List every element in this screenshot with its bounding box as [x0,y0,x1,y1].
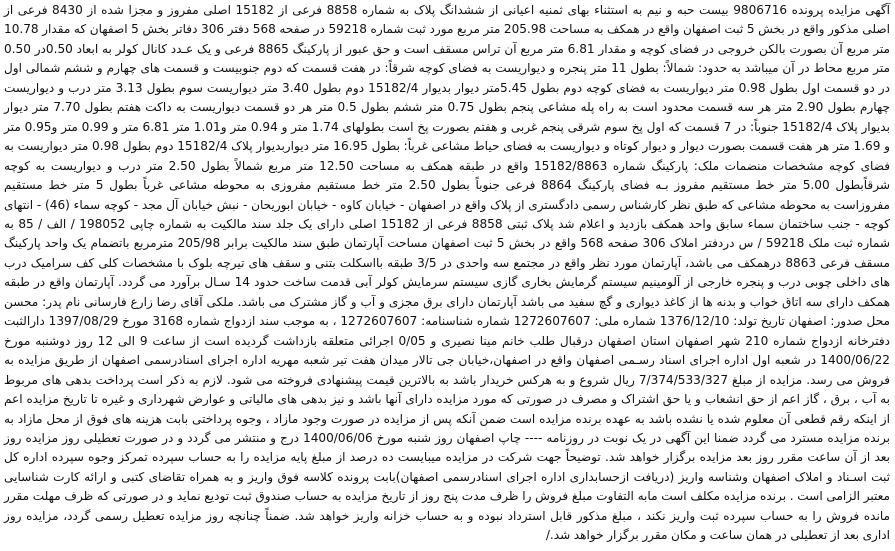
auction-notice-text: آگهی مزایده پرونده 9806716 بیست حبه و نیم به استثناء بهای ثمنیه اعیانی از ششدانگ پلاک به شماره 8858 فرعی از 15182 اصلی مفروز و مجزا شده از 8430 فرعی از اصلی مذکور واقع در بخش 5 ثبت اصفهان واقع در همکف به مساحت 205.98 متر مربع مورد ثبت شماره 59218 در صفحه 568 دفتر 306 دفاتر بخش 5 اصفهان که مقدار 10.78 متر مربع آن بصورت بالکن خروجی در فضای کوچه و مقدار 6.81 متر مربع آن تراس مسقف است و حق عبور از پارکینگ 8865 فرعی و یک عـدد کانال کولر به ابعاد 0.50در 0.50 متر مربع محاط در آن میباشد به حدود: شمالاً: بطول 11 متر پنجره و دیواریست به فضای کوچه شرقاً: در هفت قسمت که دوم جنوبیست و قسمت های چهارم و ششم شمالی اول در دو قسمت اول بطول 0.98 متر دیواریست به فضای کوچه دوم بطول 5.45متر دیوار بدیوار 15182/4 دوم بطول 3.40 متر دیواریست سوم بطول 3.13 متر درب و دیواریست چهارم بطول 2.90 متر هر سه قسمت محدود است به راه پله مشاعی پنجم بطول 0.75 متر ششم بطول 0.5 متر هر دو قسمت دیواریست به داکت هفتم بطول 7.70 متر دیوار بدیوار پلاک 15182/4 جنوباً: در 7 قسمت که اول پخ سوم شرقی پنجم غربی و هفتم بصورت پخ است بطولهای 1.74 متر و 0.94 متر و1.01 متر 6.81 متر و 0.99 متر و0.95 متر و 1.69 متر هر هفت قسمت بصورت دیوار و دیوار کوتاه و دیواریست به فضای حیاط مشاعی غرباً: بطول 16.95 متر دیواربدیوار پلاک 15182/4 دوم بطول 0.98 متر دیواریست به فضای کوچه مشخصات منضمات ملک: پارکینگ شماره 15182/8863 واقع در طبقه همکف به مساحت 12.50 متر مربع شمالاً بطول 2.50 متر درب و دیواریست به کوچه شرقاًبطول 5.00 متر خط مستقیم مفروز بـه فضای پارکینگ 8864 فرعی جنوباً بطول 2.50 متر خط مستقیم مفروزی به محوطه مشاعی غرباً بطول 5 متر خط مستقیم مفروزاست به محوطه مشاعی که طبق نظر کارشناس رسمی دادگستری از پلاک واقع در اصفهان - خیابان کاوه - خیابان ابوریحان - نبش خیابان آل مجد - کوچه سماء (46) - انتهای کوچه - جنب ساختمان سماء سابق واحد همکف بازدید و اعلام شد پلاک ثبتی 8858 فرعی از 15182 اصلی دارای یک جلد سند مالکیت به شماره چاپی 198052 / الف / 85 به شماره ثبت ملک 59218 / س دردفتر املاک 306 صفحه 568 واقع در بخش 5 ثبت اصفهان مساحت آپارتمان طبق سند مالکیت برابر 205/98 مترمربع باتضمام یک واحد پارکینگ مسقف فرعی 8863 درهمکف می باشد، آپارتمان مورد نظر واقع در مجتمع سه واحدی در 3/5 طبقه بااسکلت بتنی و سقف های تیرچه بلوک با مشخصات کلی کف سرامیک درب های داخلی چوبی درب و پنجره خارجی از آلومینیم سیستم گرمایش بخاری گازی سیستم سرمایش کولر آبی قدمت ساخت حدود 14 سـال برآورد می گردد. آپارتمان واقع در طبقه همکف دارای سه اتاق خواب و بدنه ها از کاغذ دیواری و گچ سفید می باشد آپارتمان دارای برق مجزی و آب و گاز مشترک می باشد. ملکی آقای رضا زارع فارسانی نام پدر: محسن محل صدور: اصفهان تاریخ تولد: 1376/12/10 شماره ملی: 1272607607 شماره شناسنامه: 1272607607 ، به موجب سند ازدواج شماره 3168 مورخ 1397/08/29 دارالثبت دفترخانه ازدواج شماره 210 شهر اصفهان استان اصفهان درقبال طلب خانم مینا نصیری و 0/05 اجرائی متعلقه بازداشت گردیده است از ساعت 9 الی 12 روز دوشنبه مورخ 1400/06/22 در شعبه اول اداره اجرای اسناد رسـمی اصفهان واقع در اصفهان،خیابان جی تالار میدان هفت تیر شعبه مهریه اداره اجرای اسنادرسمی اصفهان از طریق مزایده به فروش می رسد. مزایده از مبلغ 7/374/533/327 ریال شروع و به هرکس خریدار باشد به بالاترین قیمت پیشنهادی فروخته می شود. لازم به ذکر است پرداخت بدهی های مربوط به آب ، برق ، گاز اعم از حق انشعاب و یا حق اشتراک و مصرف در صورتی که مورد مزایده دارای آنها باشد و نیز بدهی های مالیاتی و عوارض شهرداری و غیره تا تاریخ مزایده اعم از اینکه رقم قطعی آن معلوم شده یا نشده باشد به عهده برنده مزایده است ضمن آنکه پس از مزایده در صورت وجود مازاد ، وجوه پرداختی بابت هزینه های فوق از محل مازاد به برنده مزایده مسترد می گردد ضمنا این آگهی در یک نوبت در روزنامه ---- چاپ اصفهان روز شنبه مورخ 1400/06/06 درج و منتشر می گردد و در صورت تعطیلی روز مزایده روز بعد از آن ساعت مقرر روز بعد مزایده برگزار خواهد شد. توضیحاً جهت شرکت در مزایده میبایست ده درصد از مبلغ پایه مزایده را به حساب سپرده تمرکز وجوه سپرده اداره کل ثبت اسـناد و املاک اصفهان وشناسه واریز (دریافت ازحسابداری اداره اجرای اسنادرسمی اصفهان)بابت پرونده کلاسه فوق واریز و به همراه تقاضای کتبی و ارائه کارت شناسایی معتبر الزامی است . برنده مزایده مکلف است مابه التفاوت مبلغ فروش را ظرف مدت پنج روز از تاریخ مزایده به حساب صندوق ثبت تودیع نماید و در صورتی که ظرف مهلت مقرر مانده فروش را به حساب سپرده ثبت واریز نکند ، مبلغ مذکور قابل استرداد نبوده و به حساب خزانه واریز خواهد شد. ضمناً چنانچه روز مزایده تعطیل رسمی گردد، مزایده روز اداری بعد از تعطیلی در همان ساعت و مکان مقرر برگزار خواهد شد./ [4,3,890,543]
